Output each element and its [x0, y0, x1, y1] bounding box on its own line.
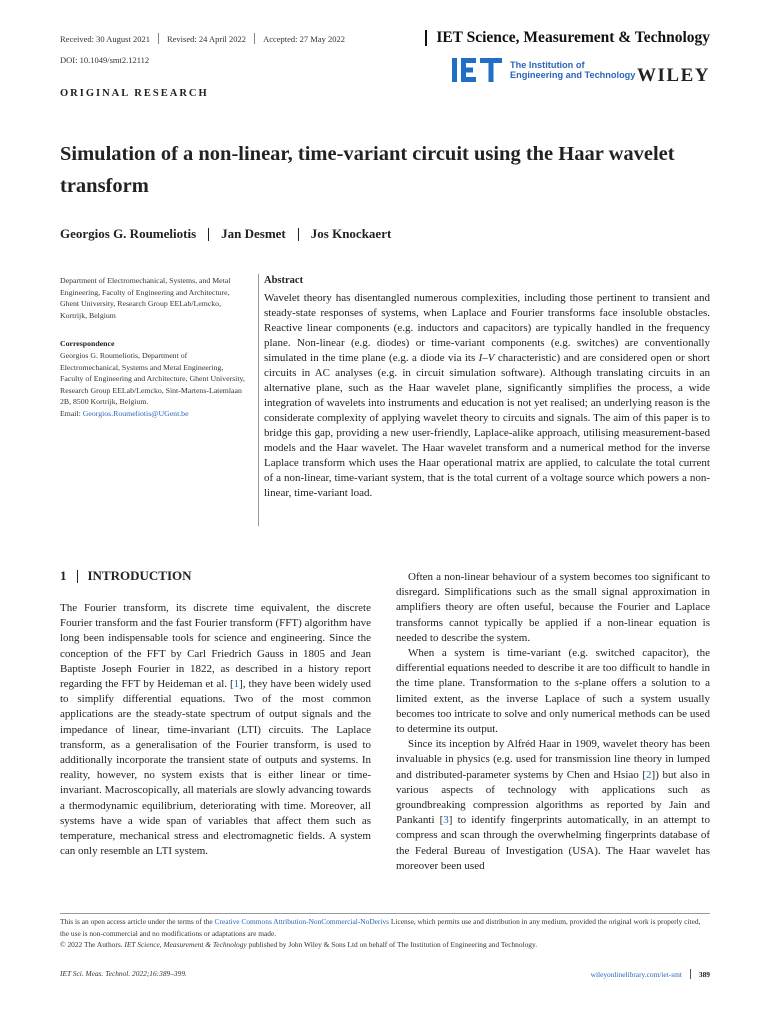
page-number: 389: [698, 969, 710, 979]
divider: [208, 228, 209, 241]
divider: [158, 33, 159, 44]
citation-link[interactable]: 3: [443, 814, 449, 827]
paragraph: [60, 601, 371, 859]
text-run: ] to identify fingerprints automatically, in an attempt to compress and scan through the overwhelming fingerprints database of the Federal Bureau of Investigation (USA). The Haar wavelet has moreover been used: [396, 814, 710, 872]
author-name[interactable]: Jan Desmet: [221, 226, 286, 241]
text-run: When a system is time-variant (e.g. switched capacitor), the differential equations needed to describe it are too difficult to handle in the time plane. Transformation to the: [396, 647, 710, 690]
paragraph: Often a non-linear behaviour of a system becomes too significant to disregard. Simplifications such as the small signal approximation in amplifiers theory are often useful, because the Fourier and Laplace transforms cannot typically be applied if a non-linear equation is needed to describe the system.: [396, 571, 710, 644]
doi[interactable]: DOI: 10.1049/smt2.12112: [60, 55, 150, 65]
abstract-rule: [258, 274, 259, 526]
license-text: [60, 916, 710, 939]
iet-logo-icon: [452, 58, 504, 82]
text-run: published by John Wiley & Sons Ltd on behalf of The Institution of Engineering and Technology.: [246, 940, 538, 950]
abstract-heading: Abstract: [264, 275, 304, 286]
body-column-right: [396, 570, 710, 874]
text-run: © 2022 The Authors.: [60, 940, 125, 950]
journal-name[interactable]: [425, 29, 710, 47]
divider: [298, 228, 299, 241]
paragraph: [396, 646, 710, 737]
divider: [77, 570, 78, 583]
section-title: INTRODUCTION: [87, 568, 192, 583]
divider: [690, 969, 691, 979]
text-run: Since its inception by Alfréd Haar in 1909, wavelet theory has been invaluable in physics (e.g. used for transmission line theory in lumped and distributed-parameter systems by Chen and Hsiao [: [396, 738, 710, 781]
revised-date: Revised: 24 April 2022: [166, 33, 247, 44]
section-heading: [60, 568, 192, 584]
page-footer: [591, 969, 710, 979]
paragraph: [396, 737, 710, 874]
article-title: Simulation of a non-linear, time-variant circuit using the Haar wavelet transform: [60, 143, 675, 197]
license-notice: [60, 916, 710, 951]
journal-title[interactable]: IET Science, Measurement & Technology: [436, 29, 710, 46]
author-list: [60, 226, 391, 242]
correspondence-text: [60, 350, 246, 419]
text-run: IET Science, Measurement & Technology: [124, 940, 247, 950]
wiley-logo[interactable]: WILEY: [637, 65, 710, 86]
journal-url[interactable]: wileyonlinelibrary.com/iet-smt: [590, 969, 682, 979]
correspondence-heading: Correspondence: [60, 339, 115, 348]
body-column-left: [60, 601, 371, 859]
article-type: ORIGINAL RESEARCH: [60, 88, 209, 99]
license-link[interactable]: Creative Commons Attribution-NonCommercial-NoDerivs: [214, 917, 390, 926]
received-date: Received: 30 August 2021: [60, 33, 150, 44]
iet-logo[interactable]: [452, 58, 635, 82]
email-link[interactable]: Georgios.Roumeliotis@UGent.be: [82, 408, 189, 418]
article-dates: [60, 33, 345, 44]
correspondence-address: Georgios G. Roumeliotis, Department of Electromechanical, Systems and Metal Engineering, Faculty of Engineering and Architecture, Ghent University, Research Group EELab/Lemcko, Sint-Martens-Latemlaan 2B, 8500 Kortrijk, Belgium.: [60, 351, 245, 406]
iet-logo-line1: The Institution of: [510, 60, 585, 70]
citation-link[interactable]: 1: [233, 678, 240, 691]
author-name[interactable]: Jos Knockaert: [310, 226, 392, 241]
section-number: 1: [60, 568, 67, 583]
divider: [425, 30, 427, 46]
affiliation: Department of Electromechanical, Systems, and Metal Engineering, Faculty of Engineering and Architecture, Ghent University, Research Group EELab/Lemcko, Kortrijk, Belgium: [60, 276, 231, 320]
iet-logo-line2: Engineering and Technology: [510, 70, 636, 80]
text-run: This is an open access article under the terms of the: [60, 917, 215, 926]
author-name[interactable]: Georgios G. Roumeliotis: [60, 226, 197, 241]
abstract-part: characteristic) and are considered open or short circuits in AC analyses (e.g. in circuit simulation software). Although translating circuits in an alternative plane, such as the Haar wavelet plane, significantly simplifies the process, a wide integration of wavelets into instruments and education is not yet realised; an underlying reason is the considerate complexity of applying wavelet theory to circuits and signals. The aim of this paper is to bridge this gap, providing a new user-friendly, Laplace-alike approach, utilising measurement-based models and the Haar wavelet. The Haar wavelet transform and a numerical method for the inverse Laplace transform which uses the Haar operational matrix are applied, to calculate the total current of a non-linear, time-variant system, that is the total current of a voltage source which powers a non-linear, time-variant load.: [264, 352, 710, 499]
text-run: License, which permits use and distribution in any medium, provided the original work is properly cited, the use is non-commercial and no modifications or adaptations are made.: [60, 917, 701, 938]
abstract-part: Wavelet theory has disentangled numerous complexities, including those pertinent to transient and steady-state responses of systems, when Laplace and Fourier transforms face insoluble obstacles. Reactive linear components (e.g. inductors and capacitors) are typically handled in the frequency plane. Non-linear (e.g. diodes) or time-variant components (e.g. switches) are conventionally simulated in the time plane (e.g. a diode via its: [264, 292, 710, 364]
s-symbol: s: [574, 677, 579, 690]
text-run: ], they have been widely used to simplify differential equations. Two of the most common applications are the steady-state spectrum of output signals and the impedance of linear, time-invariant (LTI) circuits. The Laplace transform, as a generalisation of the Fourier transform, is used to additionally incorporate the transient state of outputs and systems. In reality, however, no system exists that is either linear or time-invariant. Macroscopically, all materials are slowly advancing towards a thermodynamic equilibrium, deteriorating with time. Moreover, all systems have a wide span of variables that affect them such as temperature, mechanical stress and electromagnetic fields. A system can only resemble an LTI system.: [60, 678, 372, 858]
citation-link[interactable]: 2: [646, 768, 652, 781]
copyright-text: [60, 939, 710, 951]
divider: [254, 33, 255, 44]
email-label: Email:: [60, 408, 83, 418]
iv-symbol: I–V: [478, 352, 495, 364]
iet-logo-text: [510, 60, 635, 80]
text-run: ]) but also in various aspects of technology with applications such as groundbreaking compression algorithms as reported by Jain and Pankanti [: [396, 768, 710, 827]
abstract-text: [264, 291, 710, 501]
text-run: The Fourier transform, its discrete time equivalent, the discrete Fourier transform and the fast Fourier transform (FFT) algorithm have long been indispensable tools for science and engineering. Since the conception of the FFT by Carl Friedrich Gauss in 1805 and Jean Baptiste Joseph Fourier in 1822, as described in a history report regarding the FFT by Heideman et al. [: [60, 602, 371, 691]
citation-line: IET Sci. Meas. Technol. 2022;16:389–399.: [60, 969, 187, 978]
footer-rule: [60, 913, 710, 914]
accepted-date: Accepted: 27 May 2022: [263, 33, 345, 44]
text-run: -plane offers a solution to a limited extent, as the inverse Laplace of such a system usually becomes too intricate to solve and only numerical methods can be used to determine its output.: [396, 677, 710, 736]
